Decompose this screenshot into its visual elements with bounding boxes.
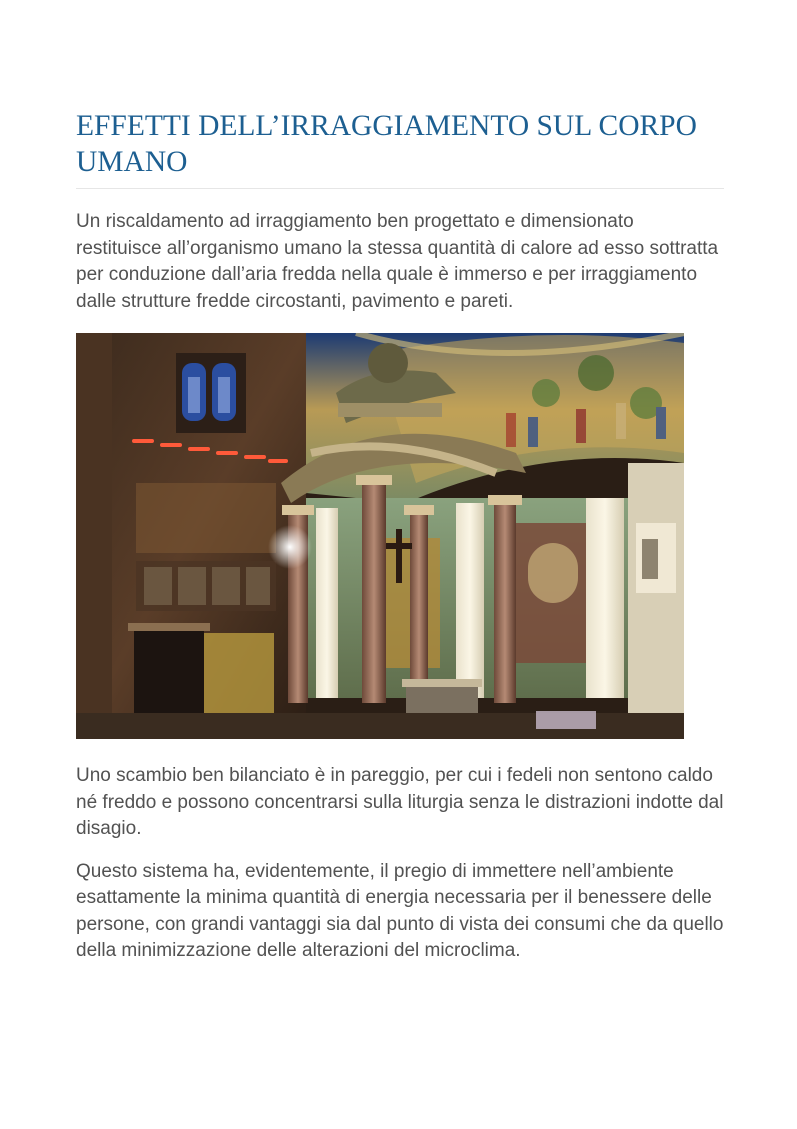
paragraph-system: Questo sistema ha, evidentemente, il pregio di immettere nell’ambiente esattamente la minima quantità di energia necessaria per il benessere delle persone, con grandi vantaggi sia dal punto di vista dei consumi che da quello della minimizzazione delle alterazioni del microclima.	[76, 860, 724, 961]
document-page	[76, 108, 724, 965]
paragraph-balance: Uno scambio ben bilanciato è in pareggio, per cui i fedeli non sentono caldo né freddo e possono concentrarsi sulla liturgia senza le distrazioni indotte dal disagio.	[76, 765, 724, 839]
page-title: EFFETTI DELL’IRRAGGIAMENTO SUL CORPO UMANO	[76, 108, 724, 189]
church-interior-photo	[76, 333, 684, 739]
paragraph-intro: Un riscaldamento ad irraggiamento ben progettato e dimensionato restituisce all’organismo umano la stessa quantità di calore ad esso sottratta per conduzione dall’aria fredda nella quale è immerso e per irraggiamento dalle strutture fredde circostanti, pavimento e pareti.	[76, 211, 719, 312]
